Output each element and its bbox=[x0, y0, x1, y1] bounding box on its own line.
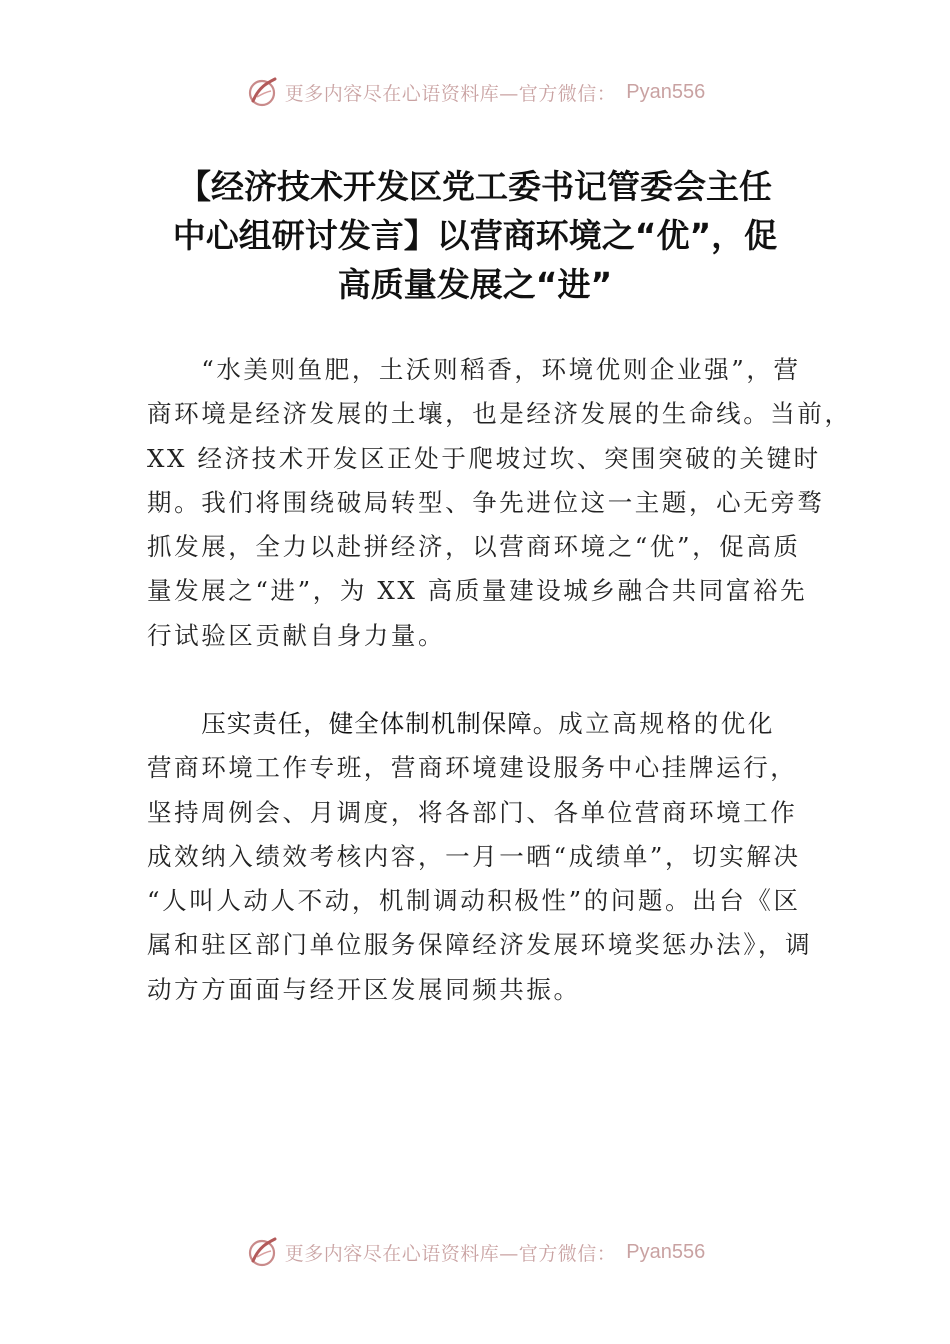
brand-logo-icon bbox=[245, 75, 279, 109]
paragraph-line: 抓发展，全力以赴拼经济，以营商环境之“优”，促高质 bbox=[147, 532, 801, 562]
paragraph-first-line bbox=[147, 702, 827, 746]
header-banner bbox=[0, 72, 950, 112]
banner-wechat-id: Pyan556 bbox=[626, 1240, 706, 1263]
section-heading: 压实责任，健全体制机制保障。 bbox=[201, 709, 559, 738]
paragraph-text: 成立高规格的优化 bbox=[558, 709, 776, 738]
paragraph-line: 坚持周例会、月调度，将各部门、各单位营商环境工作 bbox=[147, 797, 798, 827]
title-line: 高质量发展之“进” bbox=[337, 265, 613, 304]
responsibility-paragraph bbox=[147, 702, 827, 1012]
title-line: 中心组研讨发言】以营商环境之“优”，促 bbox=[172, 216, 778, 255]
footer-banner bbox=[0, 1232, 950, 1272]
paragraph-line: 成效纳入绩效考核内容，一月一晒“成绩单”，切实解决 bbox=[147, 841, 801, 871]
banner-text: 更多内容尽在心语资料库—官方微信： bbox=[284, 82, 617, 105]
paragraph-line: 行试验区贡献自身力量。 bbox=[147, 620, 446, 650]
paragraph-line: 动方方面面与经开区发展同频共振。 bbox=[147, 974, 581, 1004]
document-title bbox=[100, 162, 850, 309]
paragraph-line: 量发展之“进”，为 XX 高质量建设城乡融合共同富裕先 bbox=[147, 576, 808, 606]
paragraph-line: “人叫人动人不动，机制调动积极性”的问题。出台《区 bbox=[147, 886, 801, 916]
intro-paragraph bbox=[147, 348, 852, 658]
paragraph-line: “水美则鱼肥，土沃则稻香，环境优则企业强”，营 bbox=[147, 355, 801, 384]
paragraph-line: 营商环境工作专班，营商环境建设服务中心挂牌运行， bbox=[147, 753, 798, 783]
paragraph-line: 属和驻区部门单位服务保障经济发展环境奖惩办法》，调 bbox=[147, 930, 813, 960]
title-line: 【经济技术开发区党工委书记管委会主任 bbox=[178, 167, 772, 206]
paragraph-line: XX 经济技术开发区正处于爬坡过坎、突围突破的关键时 bbox=[147, 443, 821, 473]
paragraph-line: 商环境是经济发展的土壤，也是经济发展的生命线。当前， bbox=[147, 399, 852, 429]
banner-wechat-id: Pyan556 bbox=[626, 80, 706, 103]
banner-text: 更多内容尽在心语资料库—官方微信： bbox=[284, 1242, 617, 1265]
brand-logo-icon bbox=[245, 1235, 279, 1269]
paragraph-line: 期。我们将围绕破局转型、争先进位这一主题，心无旁骛 bbox=[147, 487, 825, 517]
